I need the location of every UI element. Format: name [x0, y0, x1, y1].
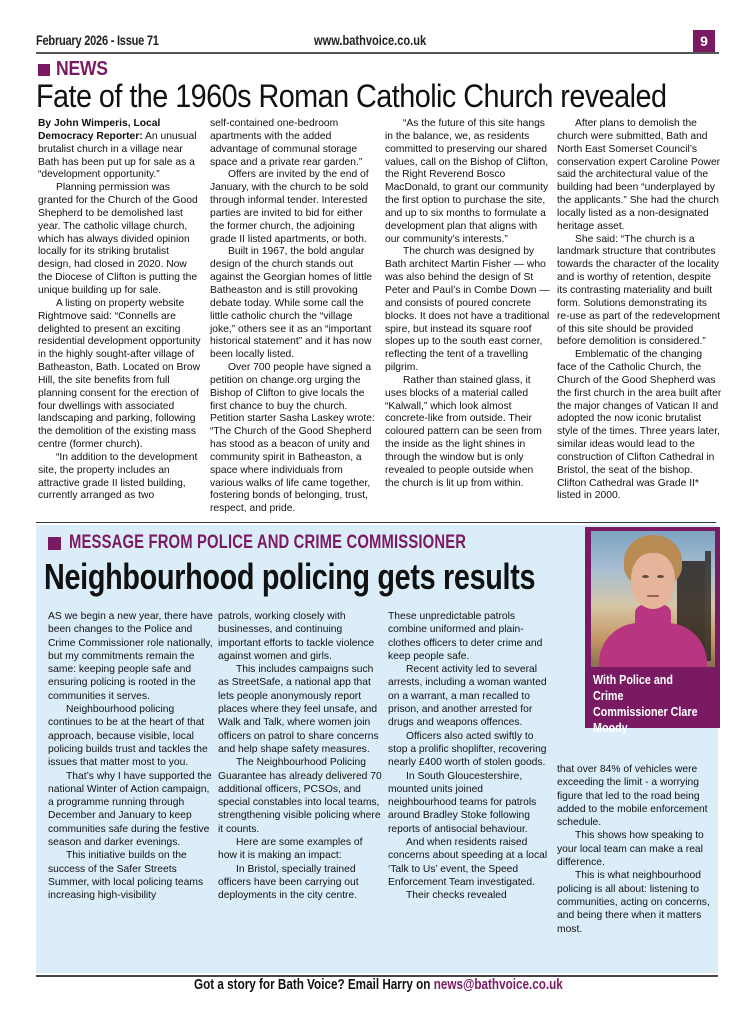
- footer-text: [194, 976, 563, 993]
- paragraph: self-contained one-bedroom apartments with the added advantage of communal storage space and a private rear garden.”: [210, 118, 363, 168]
- square-bullet-icon: [38, 64, 50, 76]
- portrait-eye: [642, 575, 649, 578]
- section-label: NEWS: [56, 58, 108, 80]
- section-divider: [36, 522, 716, 523]
- page-number: 9: [693, 30, 715, 52]
- paragraph: that over 84% of vehicles were exceeding the limit - a worrying figure that led to the road being added to the mobile enforcement schedule.: [557, 764, 708, 829]
- paragraph: Over 700 people have signed a petition on change.org urging the Bishop of Clifton to give locals the first chance to buy the church. Petition starter Sasha Laskey wrote: “The Church of the Good Shepherd has stood as a beacon of unity and community spirit in Batheaston, a space where individuals from various walks of life came together, fostering bonds of belonging, trust, respect, and pride.: [210, 362, 375, 515]
- issue-date: February 2026 - Issue 71: [36, 33, 159, 48]
- paragraph: “As the future of this site hangs in the balance, we, as residents committed to preserving our shared values, call on the Bishop of Clifton, the Right Reverend Bosco MacDonald, to grant our community the first option to purchase the site, and up to six months to formulate a development plan that aligns with our community’s interests.”: [385, 118, 549, 245]
- paragraph: In South Gloucestershire, mounted units joined neighbourhood teams for patrols around Bradley Stoke following reports of antisocial behaviour.: [388, 770, 537, 835]
- paragraph: “In addition to the development site, the property includes an attractive grade II listed building, currently arranged as two: [38, 451, 198, 502]
- paragraph: Their checks revealed: [406, 890, 507, 902]
- pcc-section-label: MESSAGE FROM POLICE AND CRIME COMMISSIONER: [69, 532, 467, 553]
- article-column-3: [385, 118, 550, 490]
- paragraph: These unpredictable patrols combine uniformed and plain-clothes officers to deter crime and keep people safe.: [388, 611, 543, 662]
- pcc-column-2: [218, 610, 383, 903]
- website-url[interactable]: www.bathvoice.co.uk: [314, 33, 427, 48]
- pithead-tower-shape: [705, 551, 711, 661]
- article-headline: Fate of the 1960s Roman Catholic Church revealed: [36, 78, 667, 114]
- pcc-column-3: [388, 610, 553, 903]
- portrait-mouth: [647, 595, 659, 597]
- paragraph: Neighbourhood policing continues to be at the heart of that approach, because visible, local policing builds trust and tackles the issues that matter most to you.: [48, 704, 208, 769]
- footer: [0, 976, 756, 993]
- portrait-photo: [591, 531, 715, 667]
- photo-caption: With Police and Crime Commissioner Clare Moody: [593, 673, 698, 735]
- article-column-1: [38, 118, 203, 503]
- paragraph: This includes campaigns such as StreetSafe, a national app that lets people anonymously report places where they feel unsafe, and Walk and Talk, where women join officers on patrol to share concerns and help shape safety measures.: [218, 664, 379, 755]
- paragraph: Rather than stained glass, it uses blocks of a material called “Kalwall,” which look almost concrete-like from outside. Their coloured pattern can be seen from the inside as the light shines in through the window but is only revealed to people outside when the church is lit up from within.: [385, 374, 542, 489]
- paragraph: Built in 1967, the bold angular design of the church stands out against the Georgian homes of little Batheaston and is still provoking debate today. While some call the little catholic church the “village joke,” others see it as an “important historical statement” and it has now been locally listed.: [210, 246, 372, 361]
- article-column-2: [210, 118, 375, 516]
- paragraph: This shows how speaking to your local team can make a real difference.: [557, 830, 704, 869]
- paragraph: Emblematic of the changing face of the Catholic Church, the Church of the Good Shepherd was the first church in the area built after the major changes of Vatican II and adopted the now iconic brutalist style of the times. Three years later, similar ideas would lead to the construction of Clifton Cathedral in Bristol, the seat of the bishop. Clifton Cathedral was Grade II* listed in 2000.: [557, 349, 722, 502]
- paragraph: She said: “The church is a landmark structure that contributes towards the character of the locality and is worthy of retention, despite its contrasting materiality and built form. Solutions demonstrating its re-use as part of the redevelopment of this site should be provided before demolition is considered.”: [557, 233, 721, 348]
- footer-email-link[interactable]: news@bathvoice.co.uk: [433, 976, 563, 993]
- pcc-kicker: [48, 532, 578, 554]
- paragraph: After plans to demolish the church were submitted, Bath and North East Somerset Council’s conservation expert Caroline Power said the architectural value of the building had been “underplayed by the applicants.” She had the church locally listed as a non-designated heritage asset.: [557, 118, 721, 232]
- paragraph: patrols, working closely with businesses, and continuing important efforts to tackle violence against women and girls.: [218, 611, 375, 662]
- header-rule: [36, 52, 719, 54]
- paragraph: AS we begin a new year, there have been changes to the Police and Crime Commissioner role nationally, but my commitments remain the same: keeping people safe and ensuring policing is rooted in the communities it serves.: [48, 611, 213, 702]
- masthead: [36, 30, 719, 54]
- paragraph: The church was designed by Bath architect Martin Fisher — who was also behind the design of St Peter and Paul’s in Combe Down — and consists of poured concrete blocks. It does not have a traditional spire, but instead its square roof slopes up to the south east corner, reflecting the tent of a travelling pilgrim.: [385, 246, 550, 374]
- footer-prompt: Got a story for Bath Voice? Email Harry on: [193, 976, 434, 993]
- paragraph: That’s why I have supported the national Winter of Action campaign, a programme running through December and January to keep communities safe during the festive season and darker evenings.: [48, 770, 212, 849]
- paragraph: This is what neighbourhood policing is all about: listening to communities, acting on concerns, and being there when it matters most.: [557, 870, 710, 935]
- pcc-headline: Neighbourhood policing gets results: [44, 556, 536, 597]
- paragraph: Recent activity led to several arrests, including a woman wanted on a warrant, a man recalled to prison, and another arrested for drugs and weapons offences.: [388, 664, 547, 729]
- paragraph: And when residents raised concerns about speeding at a local ‘Talk to Us’ event, the Speed Enforcement Team investigated.: [388, 837, 548, 888]
- pcc-column-4: [557, 763, 722, 936]
- square-bullet-icon: [48, 537, 61, 550]
- pcc-column-1: [48, 610, 213, 903]
- paragraph: The Neighbourhood Policing Guarantee has already delivered 70 additional officers, PCSOs, and special constables into local teams, strengthening visible policing where it counts.: [218, 757, 382, 835]
- lead-text: An unusual brutalist church in a village near Bath has been put up for sale as a “development opportunity.”: [38, 130, 197, 181]
- portrait-eye: [657, 575, 664, 578]
- article-lead: [38, 118, 203, 182]
- paragraph: In Bristol, specially trained officers have been carrying out deployments in the city centre.: [218, 863, 359, 902]
- paragraph: Officers also acted swiftly to stop a prolific shoplifter, recovering nearly £400 worth of stolen goods.: [388, 730, 547, 769]
- paragraph: Here are some examples of how it is making an impact:: [218, 837, 363, 862]
- article-column-4: [557, 118, 722, 503]
- paragraph: Offers are invited by the end of January, with the church to be sold through informal tender. Interested parties are invited to bid for either the former church, the adjoining grade II listed apartments, or both.: [210, 169, 369, 245]
- byline: By John Wimperis, Local Democracy Reporter:: [38, 118, 161, 142]
- paragraph: A listing on property website Rightmove said: “Connells are delighted to present an exciting residential development opportunity in the highly sought-after village of Batheaston, Bath. Located on Brow Hill, the site benefits from full planning consent for the erection of four dwellings with associated landscaping and parking, following the demolition of the existing mass centre (former church).: [38, 297, 201, 451]
- portrait-face: [631, 553, 675, 609]
- paragraph: Planning permission was granted for the Church of the Good Shepherd to be demolished last year. The catholic village church, which has always divided opinion locally for its striking brutalist design, had closed in 2020. Now the Diocese of Clifton is putting the unique building up for sale.: [38, 182, 198, 296]
- paragraph: This initiative builds on the success of the Safer Streets Summer, with local policing teams increasing high-visibility: [48, 850, 204, 902]
